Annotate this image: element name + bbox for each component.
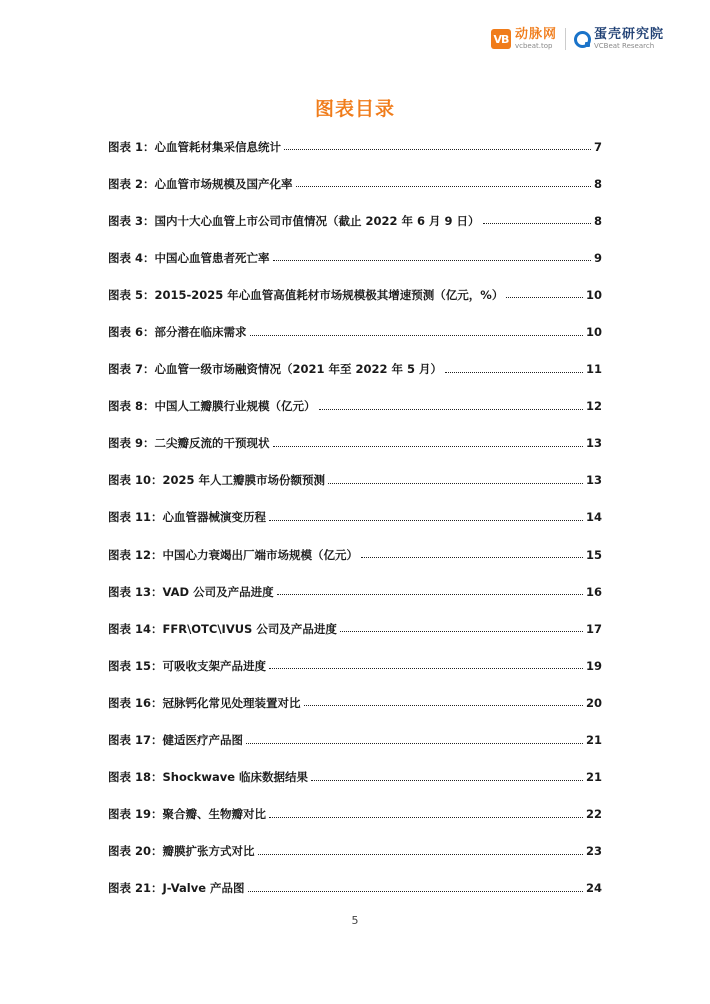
vcbeat-logo-en: vcbeat.top xyxy=(514,42,553,50)
toc-entry[interactable] xyxy=(108,647,602,684)
vcbeat-research-logo-cn: 蛋壳研究院 xyxy=(593,27,664,42)
toc-dot-leader xyxy=(311,780,583,781)
toc-dot-leader xyxy=(506,297,583,298)
toc-entry-page: 15 xyxy=(585,547,602,562)
vcbeat-logo-cn: 动脉网 xyxy=(514,27,557,42)
toc-entry-label: 图表 5：2015-2025 年心血管高值耗材市场规模极其增速预测（亿元，%） xyxy=(108,287,504,302)
toc-entry-label: 图表 3：国内十大心血管上市公司市值情况（截止 2022 年 6 月 9 日） xyxy=(108,213,480,228)
toc-list xyxy=(108,128,602,907)
toc-dot-leader xyxy=(340,631,583,632)
toc-entry-label: 图表 2：心血管市场规模及国产化率 xyxy=(108,176,293,191)
toc-entry[interactable] xyxy=(108,388,602,425)
toc-entry[interactable] xyxy=(108,759,602,796)
toc-entry[interactable] xyxy=(108,684,602,721)
toc-entry-page: 21 xyxy=(585,733,602,748)
toc-entry[interactable] xyxy=(108,610,602,647)
toc-dot-leader xyxy=(304,705,583,706)
vcbeat-research-logo-icon xyxy=(574,31,590,47)
toc-entry-label: 图表 16：冠脉钙化常见处理装置对比 xyxy=(108,695,301,710)
toc-entry[interactable] xyxy=(108,313,602,350)
toc-entry-page: 7 xyxy=(593,139,602,154)
toc-entry[interactable] xyxy=(108,870,602,907)
toc-entry-label: 图表 17：健适医疗产品图 xyxy=(108,733,244,748)
toc-dot-leader xyxy=(319,409,583,410)
page-header xyxy=(491,24,664,54)
toc-entry-page: 17 xyxy=(585,621,602,636)
toc-dot-leader xyxy=(273,446,583,447)
toc-entry-page: 20 xyxy=(585,695,602,710)
toc-entry-label: 图表 4：中国心血管患者死亡率 xyxy=(108,250,270,265)
toc-entry[interactable] xyxy=(108,351,602,388)
toc-entry-page: 21 xyxy=(585,770,602,785)
toc-entry-label: 图表 9：二尖瓣反流的干预现状 xyxy=(108,436,270,451)
toc-entry-label: 图表 19：聚合瓣、生物瓣对比 xyxy=(108,807,267,822)
toc-dot-leader xyxy=(284,149,591,150)
toc-entry[interactable] xyxy=(108,165,602,202)
vcbeat-logo xyxy=(491,28,557,50)
vcbeat-research-logo xyxy=(574,28,664,50)
toc-entry[interactable] xyxy=(108,573,602,610)
toc-dot-leader xyxy=(296,186,591,187)
toc-entry[interactable] xyxy=(108,128,602,165)
toc-entry-label: 图表 12：中国心力衰竭出厂端市场规模（亿元） xyxy=(108,547,359,562)
toc-entry-page: 22 xyxy=(585,807,602,822)
toc-entry[interactable] xyxy=(108,722,602,759)
toc-entry[interactable] xyxy=(108,499,602,536)
toc-dot-leader xyxy=(445,372,583,373)
toc-title: 图表目录 xyxy=(314,98,395,120)
toc-entry-page: 11 xyxy=(585,362,602,377)
toc-dot-leader xyxy=(246,743,583,744)
toc-dot-leader xyxy=(277,594,583,595)
toc-entry-page: 19 xyxy=(585,658,602,673)
toc-entry-page: 13 xyxy=(585,436,602,451)
toc-entry-page: 23 xyxy=(585,844,602,859)
toc-entry-label: 图表 21：J-Valve 产品图 xyxy=(108,881,245,896)
toc-entry-page: 13 xyxy=(585,473,602,488)
toc-entry-page: 16 xyxy=(585,584,602,599)
toc-entry-label: 图表 13：VAD 公司及产品进度 xyxy=(108,584,274,599)
toc-dot-leader xyxy=(483,223,591,224)
toc-dot-leader xyxy=(250,335,583,336)
toc-entry[interactable] xyxy=(108,276,602,313)
toc-entry[interactable] xyxy=(108,796,602,833)
toc-dot-leader xyxy=(269,668,583,669)
toc-entry-page: 8 xyxy=(593,213,602,228)
toc-dot-leader xyxy=(258,854,583,855)
toc-entry-page: 10 xyxy=(585,325,602,340)
toc-dot-leader xyxy=(269,520,583,521)
toc-entry-page: 14 xyxy=(585,510,602,525)
toc-dot-leader xyxy=(273,260,591,261)
toc-entry-label: 图表 8：中国人工瓣膜行业规模（亿元） xyxy=(108,399,316,414)
toc-entry-label: 图表 20：瓣膜扩张方式对比 xyxy=(108,844,255,859)
toc-entry-label: 图表 7：心血管一级市场融资情况（2021 年至 2022 年 5 月） xyxy=(108,362,443,377)
logo-divider xyxy=(565,28,566,50)
toc-entry[interactable] xyxy=(108,425,602,462)
toc-entry-page: 12 xyxy=(585,399,602,414)
toc-entry[interactable] xyxy=(108,536,602,573)
toc-entry[interactable] xyxy=(108,833,602,870)
toc-entry[interactable] xyxy=(108,202,602,239)
page-number: 5 xyxy=(351,914,359,927)
toc-entry-label: 图表 15：可吸收支架产品进度 xyxy=(108,658,267,673)
toc-entry-page: 10 xyxy=(585,287,602,302)
toc-entry-label: 图表 6：部分潜在临床需求 xyxy=(108,325,247,340)
vcbeat-logo-icon: VB xyxy=(491,29,511,49)
toc-entry-label: 图表 10：2025 年人工瓣膜市场份额预测 xyxy=(108,473,326,488)
toc-dot-leader xyxy=(269,817,583,818)
toc-entry-label: 图表 1：心血管耗材集采信息统计 xyxy=(108,139,282,154)
toc-entry-page: 24 xyxy=(585,881,602,896)
vcbeat-research-logo-en: VCBeat Research xyxy=(593,42,655,50)
toc-entry-page: 9 xyxy=(593,250,602,265)
toc-entry[interactable] xyxy=(108,239,602,276)
toc-entry-label: 图表 14：FFR\OTC\IVUS 公司及产品进度 xyxy=(108,621,337,636)
toc-entry-label: 图表 11：心血管器械演变历程 xyxy=(108,510,267,525)
toc-dot-leader xyxy=(248,891,583,892)
toc-entry-page: 8 xyxy=(593,176,602,191)
toc-dot-leader xyxy=(328,483,583,484)
toc-dot-leader xyxy=(361,557,583,558)
toc-entry[interactable] xyxy=(108,462,602,499)
toc-entry-label: 图表 18：Shockwave 临床数据结果 xyxy=(108,770,309,785)
